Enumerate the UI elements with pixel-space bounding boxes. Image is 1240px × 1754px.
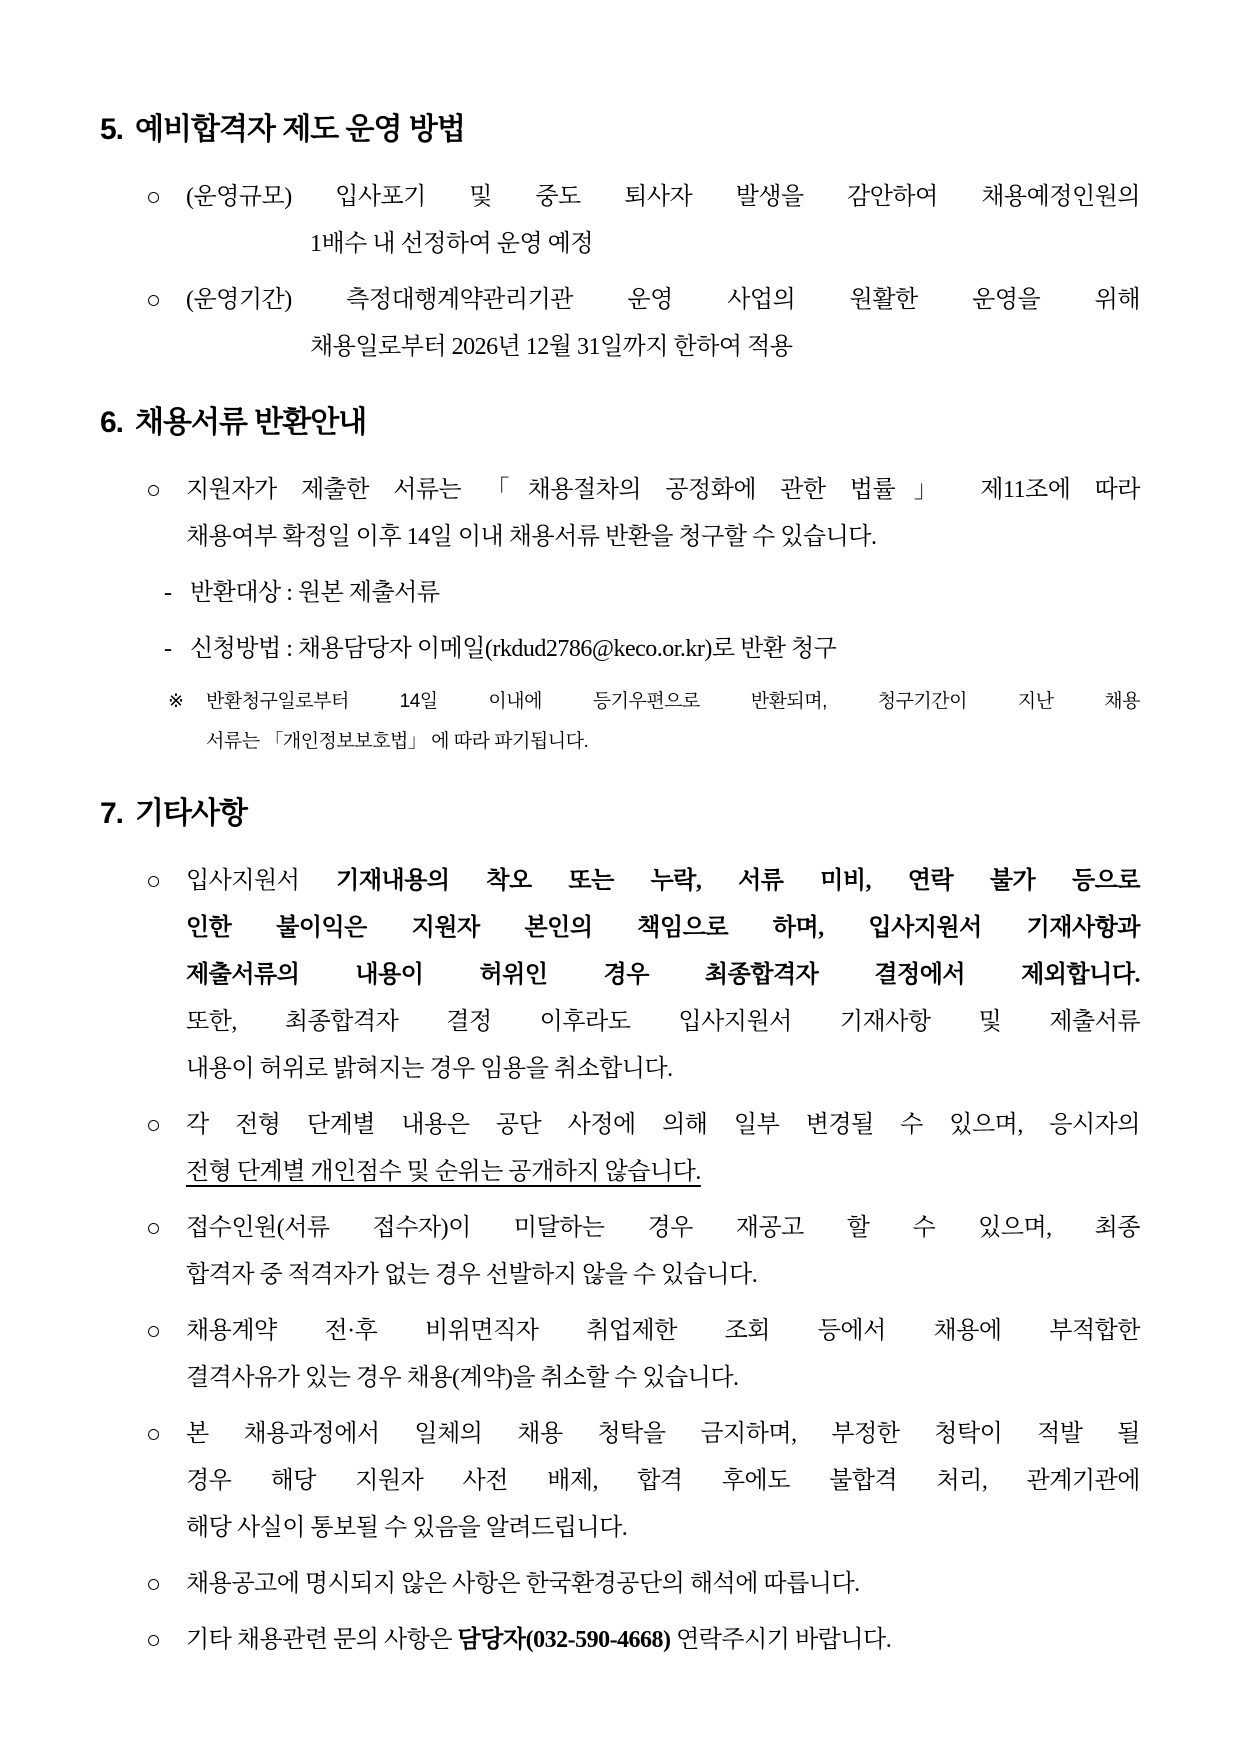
section-heading: [100, 405, 1140, 441]
text-segment: 해당 사실이 통보될 수 있음을 알려드립니다.: [186, 1515, 628, 1541]
text-segment: (운영기간) 측정대행계약관리기관 운영 사업의 원활한 운영을 위해: [186, 287, 1140, 313]
section-title: 기타사항: [135, 797, 247, 830]
line-text: [186, 277, 1140, 324]
document-line: [0, 1458, 1240, 1505]
text-segment: 반환청구일로부터 14일 이내에 등기우편으로 반환되며, 청구기간이 지난 채용: [206, 691, 1140, 712]
section-5: [0, 112, 1240, 371]
list-item: [0, 1205, 1240, 1299]
line-text: [186, 1102, 1140, 1149]
line-text: [186, 1458, 1140, 1505]
dash-marker: -: [164, 636, 172, 662]
list-item: [0, 174, 1240, 268]
document-line: [0, 952, 1240, 999]
section-heading: [100, 796, 1140, 832]
text-segment: 각 전형 단계별 내용은 공단 사정에 의해 일부 변경될 수 있으며, 응시자의: [186, 1112, 1140, 1138]
line-text: [190, 626, 1140, 673]
bullet-circle-marker: ○: [146, 1421, 161, 1448]
text-segment: 전형 단계별 개인점수 및 순위는 공개하지 않습니다.: [186, 1159, 701, 1185]
line-text: [186, 952, 1140, 999]
text-segment: 또한, 최종합격자 결정 이후라도 입사지원서 기재사항 및 제출서류: [186, 1009, 1140, 1035]
line-text: [186, 1411, 1140, 1458]
bullet-circle-marker: ○: [146, 1318, 161, 1345]
list-item: [0, 467, 1240, 561]
text-segment: 채용일로부터 2026년 12월 31일까지 한하여 적용: [310, 334, 793, 360]
section-6: [0, 405, 1240, 762]
document-line: [0, 1308, 1240, 1355]
document-line: [0, 1561, 1240, 1608]
document-line: [0, 1205, 1240, 1252]
text-segment: 1배수 내 선정하여 운영 예정: [310, 231, 594, 257]
line-text: [186, 514, 1140, 561]
line-text: [186, 1505, 1140, 1552]
document-line: [0, 570, 1240, 617]
list-item: [0, 1561, 1240, 1608]
section-number: 5.: [100, 113, 124, 146]
text-segment: 연락주시기 바랍니다.: [670, 1627, 892, 1653]
text-segment: 채용공고에 명시되지 않은 사항은 한국환경공단의 해석에 따릅니다.: [186, 1571, 860, 1597]
text-segment: 지원자가 제출한 서류는 「채용절차의 공정화에 관한 법률」 제11조에 따라: [186, 477, 1140, 503]
text-segment: 내용이 허위로 밝혀지는 경우 임용을 취소합니다.: [186, 1056, 673, 1082]
bullet-circle-marker: ○: [146, 1571, 161, 1598]
bullet-circle-marker: ○: [146, 1215, 161, 1242]
document-line: [0, 682, 1240, 722]
dash-marker: -: [164, 580, 172, 606]
line-text: [206, 682, 1140, 722]
document-line: [0, 1046, 1240, 1093]
list-item: [0, 1617, 1240, 1664]
list-item: [0, 682, 1240, 762]
document-line: [0, 514, 1240, 561]
document-line: [0, 1252, 1240, 1299]
document-line: [0, 1102, 1240, 1149]
text-segment: 경우 해당 지원자 사전 배제, 합격 후에도 불합격 처리, 관계기관에: [186, 1468, 1140, 1494]
section-number: 6.: [100, 406, 124, 439]
text-segment: 인한 불이익은 지원자 본인의 책임으로 하며, 입사지원서 기재사항과: [186, 915, 1140, 941]
text-segment: 기재내용의 착오 또는 누락, 서류 미비, 연락 불가 등으로: [336, 868, 1141, 894]
document-line: [0, 1149, 1240, 1196]
line-text: [190, 570, 1140, 617]
section-heading: [100, 112, 1140, 148]
text-segment: 채용계약 전·후 비위면직자 취업제한 조회 등에서 채용에 부적합한: [186, 1318, 1140, 1344]
line-text: [310, 324, 1140, 371]
note-asterisk-marker: ※: [168, 691, 184, 712]
line-text: [186, 1561, 1140, 1608]
list-item: [0, 277, 1240, 371]
list-item: [0, 626, 1240, 673]
line-text: [206, 722, 1140, 762]
bullet-circle-marker: ○: [146, 287, 161, 314]
bullet-circle-marker: ○: [146, 1627, 161, 1654]
line-text: [186, 1617, 1140, 1664]
text-segment: 신청방법 : 채용담당자 이메일(rkdud2786@keco.or.kr)로 반환 청구: [190, 636, 837, 662]
text-segment: (운영규모) 입사포기 및 중도 퇴사자 발생을 감안하여 채용예정인원의: [186, 184, 1140, 210]
list-item: [0, 1308, 1240, 1402]
text-segment: 채용여부 확정일 이후 14일 이내 채용서류 반환을 청구할 수 있습니다.: [186, 524, 877, 550]
text-segment: 본 채용과정에서 일체의 채용 청탁을 금지하며, 부정한 청탁이 적발 될: [186, 1421, 1140, 1447]
bullet-circle-marker: ○: [146, 1112, 161, 1139]
list-item: [0, 1411, 1240, 1552]
document-line: [0, 626, 1240, 673]
bullet-circle-marker: ○: [146, 868, 161, 895]
document-line: [0, 999, 1240, 1046]
document-line: [0, 1355, 1240, 1402]
list-item: [0, 570, 1240, 617]
text-segment: 접수인원(서류 접수자)이 미달하는 경우 재공고 할 수 있으며, 최종: [186, 1215, 1140, 1241]
list-item: [0, 858, 1240, 1093]
line-text: [186, 1149, 1140, 1196]
section-number: 7.: [100, 797, 124, 830]
line-text: [186, 1205, 1140, 1252]
document-line: [0, 858, 1240, 905]
line-text: [310, 221, 1140, 268]
bullet-circle-marker: ○: [146, 184, 161, 211]
document-line: [0, 174, 1240, 221]
text-segment: 제출서류의 내용이 허위인 경우 최종합격자 결정에서 제외합니다.: [186, 962, 1140, 988]
line-text: [186, 1252, 1140, 1299]
section-7: [0, 796, 1240, 1664]
text-segment: 기타 채용관련 문의 사항은: [186, 1627, 458, 1653]
section-title: 채용서류 반환안내: [135, 406, 367, 439]
line-text: [186, 858, 1140, 905]
list-item: [0, 1102, 1240, 1196]
section-title: 예비합격자 제도 운영 방법: [135, 113, 465, 146]
document-line: [0, 1617, 1240, 1664]
document-line: [0, 905, 1240, 952]
text-segment: 입사지원서: [186, 868, 337, 894]
line-text: [186, 1355, 1140, 1402]
document-line: [0, 221, 1240, 268]
bullet-circle-marker: ○: [146, 477, 161, 504]
document-line: [0, 1411, 1240, 1458]
document-line: [0, 277, 1240, 324]
document-line: [0, 1505, 1240, 1552]
document-line: [0, 722, 1240, 762]
line-text: [186, 1308, 1140, 1355]
line-text: [186, 905, 1140, 952]
document-line: [0, 467, 1240, 514]
line-text: [186, 467, 1140, 514]
text-segment: 결격사유가 있는 경우 채용(계약)을 취소할 수 있습니다.: [186, 1365, 739, 1391]
line-text: [186, 174, 1140, 221]
text-segment: 합격자 중 적격자가 없는 경우 선발하지 않을 수 있습니다.: [186, 1262, 758, 1288]
document-line: [0, 324, 1240, 371]
text-segment: 반환대상 : 원본 제출서류: [190, 580, 440, 606]
line-text: [186, 999, 1140, 1046]
text-segment: 담당자(032-590-4668): [457, 1627, 671, 1653]
line-text: [186, 1046, 1140, 1093]
text-segment: 서류는 「개인정보보호법」 에 따라 파기됩니다.: [206, 731, 589, 752]
